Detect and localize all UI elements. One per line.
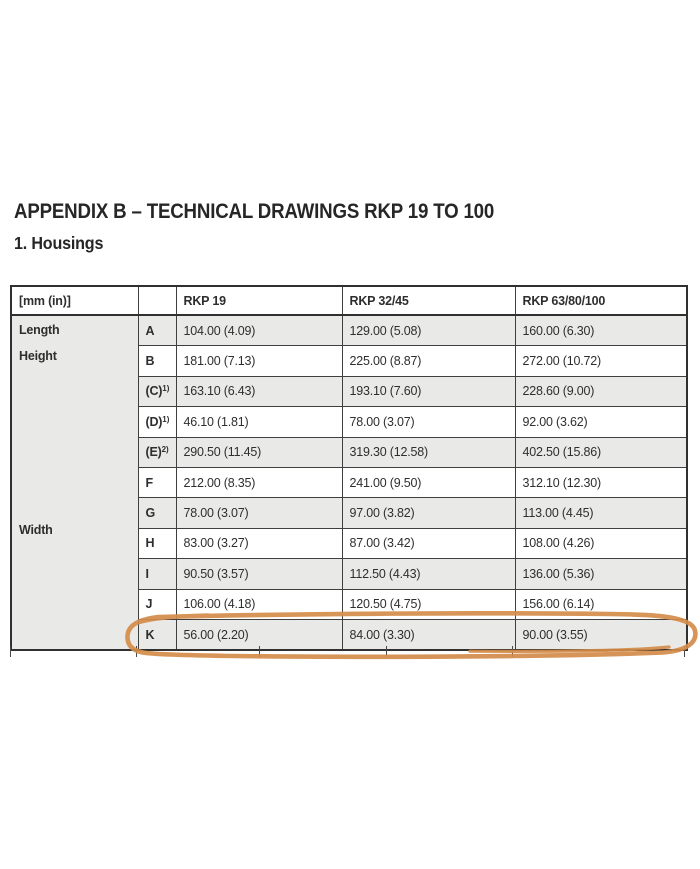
page-title: APPENDIX B – TECHNICAL DRAWINGS RKP 19 TO 100: [14, 200, 495, 223]
cell-rkp32-45: 97.00 (3.82): [342, 498, 515, 528]
cell-rkp19: 181.00 (7.13): [176, 346, 342, 376]
row-letter: K: [138, 619, 176, 650]
cell-rkp19: 290.50 (11.45): [176, 437, 342, 467]
cell-rkp63-80-100: 136.00 (5.36): [515, 559, 687, 589]
cell-rkp63-80-100: 228.60 (9.00): [515, 376, 687, 406]
clipped-table-rule: [386, 646, 387, 657]
clipped-table-rule: [10, 646, 11, 657]
row-letter: H: [138, 528, 176, 558]
cell-rkp63-80-100: 402.50 (15.86): [515, 437, 687, 467]
cell-rkp32-45: 225.00 (8.87): [342, 346, 515, 376]
row-letter: (D)$^{1)}$: [138, 407, 176, 437]
clipped-table-rule: [136, 646, 137, 657]
row-letter: (E)$^{2)}$: [138, 437, 176, 467]
clipped-table-rule: [512, 646, 513, 657]
cell-rkp19: 46.10 (1.81): [176, 407, 342, 437]
clipped-table-rule: [684, 646, 685, 657]
row-letter: J: [138, 589, 176, 619]
side-label-height: Height: [19, 349, 57, 363]
cell-rkp63-80-100: 156.00 (6.14): [515, 589, 687, 619]
cell-rkp63-80-100: 92.00 (3.62): [515, 407, 687, 437]
cell-rkp19: 83.00 (3.27): [176, 528, 342, 558]
unit-header-cell: [mm (in)]: [11, 286, 138, 315]
cell-rkp32-45: 112.50 (4.43): [342, 559, 515, 589]
cell-rkp19: 104.00 (4.09): [176, 315, 342, 346]
cell-rkp19: 90.50 (3.57): [176, 559, 342, 589]
column-header-rkp19: RKP 19: [176, 286, 342, 315]
dimension-group-cell: [11, 315, 138, 650]
side-label-length: Length: [19, 323, 60, 337]
section-heading: 1. Housings: [14, 233, 104, 253]
row-letter: B: [138, 346, 176, 376]
cell-rkp63-80-100: 272.00 (10.72): [515, 346, 687, 376]
cell-rkp32-45: 78.00 (3.07): [342, 407, 515, 437]
cell-rkp32-45: 193.10 (7.60): [342, 376, 515, 406]
cell-rkp32-45: 84.00 (3.30): [342, 619, 515, 650]
row-letter: (C)$^{1)}$: [138, 376, 176, 406]
side-label-width: Width: [19, 523, 53, 537]
table-row-a: [11, 315, 687, 346]
cell-rkp63-80-100: 160.00 (6.30): [515, 315, 687, 346]
clipped-table-rule: [259, 646, 260, 657]
cell-rkp63-80-100: 90.00 (3.55): [515, 619, 687, 650]
cell-rkp32-45: 319.30 (12.58): [342, 437, 515, 467]
cell-rkp32-45: 87.00 (3.42): [342, 528, 515, 558]
column-header-rkp32-45: RKP 32/45: [342, 286, 515, 315]
row-letter: F: [138, 467, 176, 497]
cell-rkp19: 78.00 (3.07): [176, 498, 342, 528]
column-header-rkp63-80-100: RKP 63/80/100: [515, 286, 687, 315]
cell-rkp63-80-100: 113.00 (4.45): [515, 498, 687, 528]
cell-rkp32-45: 129.00 (5.08): [342, 315, 515, 346]
row-letter: A: [138, 315, 176, 346]
cell-rkp32-45: 241.00 (9.50): [342, 467, 515, 497]
row-letter: I: [138, 559, 176, 589]
cell-rkp19: 163.10 (6.43): [176, 376, 342, 406]
cell-rkp63-80-100: 108.00 (4.26): [515, 528, 687, 558]
empty-header-cell: [138, 286, 176, 315]
cell-rkp19: 56.00 (2.20): [176, 619, 342, 650]
cell-rkp63-80-100: 312.10 (12.30): [515, 467, 687, 497]
table-header-row: [11, 286, 687, 315]
cell-rkp19: 106.00 (4.18): [176, 589, 342, 619]
row-letter: G: [138, 498, 176, 528]
cell-rkp19: 212.00 (8.35): [176, 467, 342, 497]
housing-dimensions-table: [10, 285, 688, 651]
cell-rkp32-45: 120.50 (4.75): [342, 589, 515, 619]
